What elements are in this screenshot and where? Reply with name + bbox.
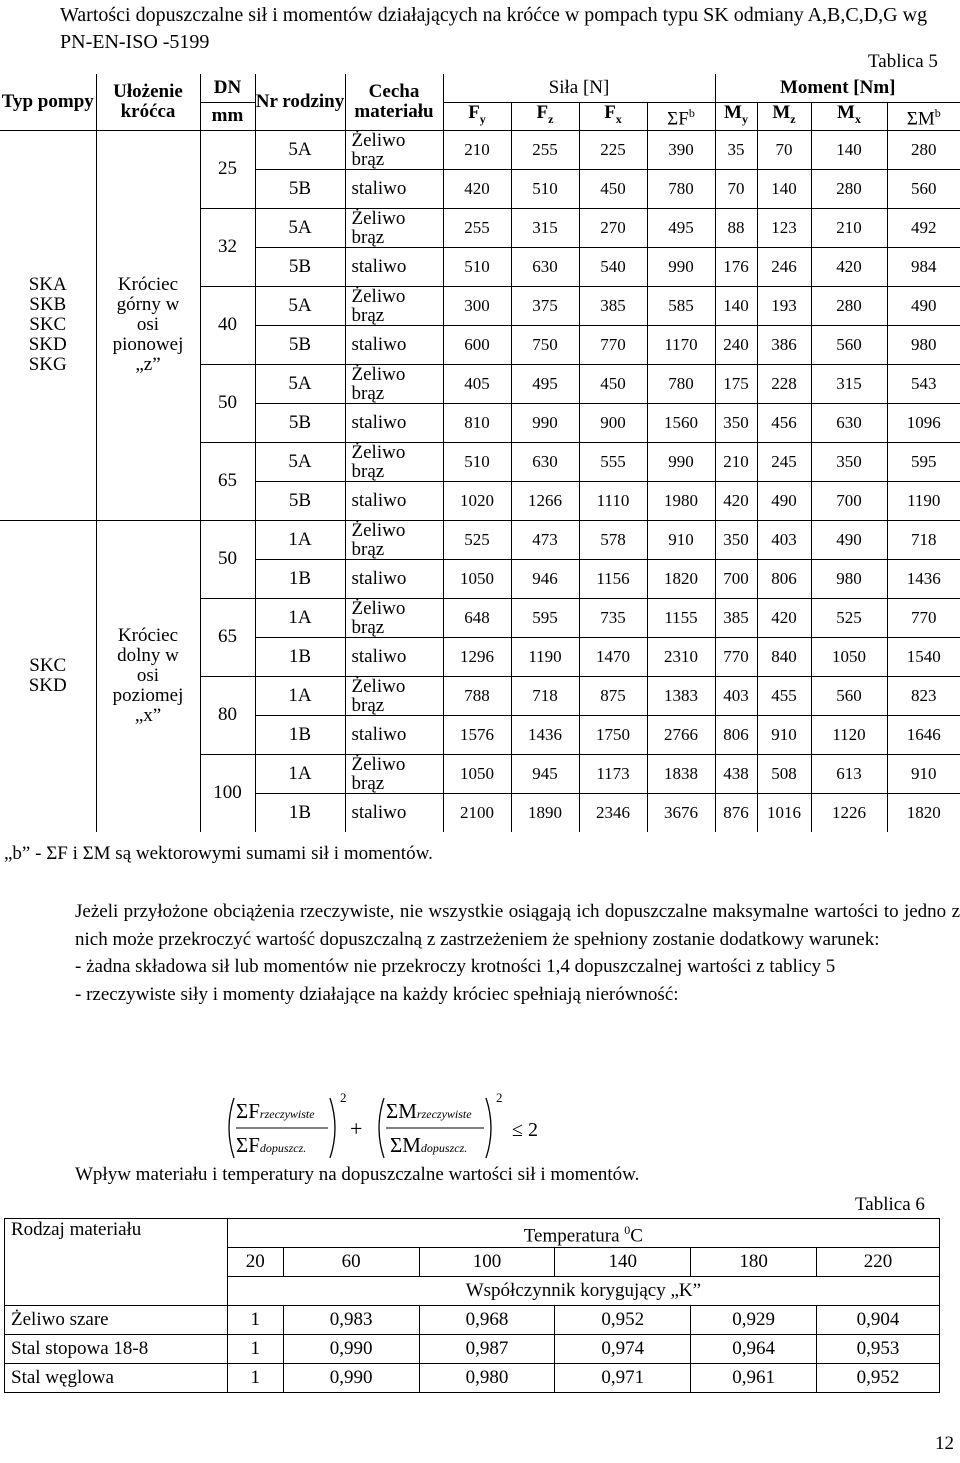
value-cell: 420 (757, 598, 811, 637)
temperature-cell: 180 (691, 1248, 817, 1277)
value-cell: 420 (715, 481, 757, 520)
formula-relation: ≤ 2 (512, 1119, 538, 1141)
value-cell: 510 (443, 247, 511, 286)
value-cell: 560 (811, 325, 887, 364)
material-cell: staliwo (345, 169, 443, 208)
value-cell: 1820 (647, 559, 715, 598)
footnote-mark: „b” - (4, 843, 42, 864)
value-cell: 990 (511, 403, 579, 442)
group-ulozenie: Króciec dolny w osi poziomej „x” (96, 520, 200, 832)
value-cell: 386 (757, 325, 811, 364)
value-cell: 555 (579, 442, 647, 481)
value-cell: 1576 (443, 715, 511, 754)
dn-cell: 32 (200, 208, 255, 286)
value-cell: 300 (443, 286, 511, 325)
table5 (0, 74, 960, 832)
value-cell: 350 (715, 403, 757, 442)
value-cell: 1266 (511, 481, 579, 520)
value-cell: 945 (511, 754, 579, 793)
value-cell: 770 (887, 598, 960, 637)
value-cell: 2346 (579, 793, 647, 832)
table5-caption: Tablica 5 (868, 51, 938, 72)
value-cell: 1050 (811, 637, 887, 676)
value-cell: 1560 (647, 403, 715, 442)
value-cell: 990 (647, 247, 715, 286)
material-cell: staliwo (345, 481, 443, 520)
value-cell: 990 (647, 442, 715, 481)
nr-rodziny-cell: 5A (255, 364, 345, 403)
value-cell: 560 (811, 676, 887, 715)
value-cell: 403 (757, 520, 811, 559)
value-cell: 735 (579, 598, 647, 637)
value-cell: 630 (511, 247, 579, 286)
value-cell: 1190 (511, 637, 579, 676)
value-cell: 1050 (443, 754, 511, 793)
footnote-text: ΣF i ΣM są wektorowymi sumami sił i momentów. (46, 843, 433, 864)
value-cell: 255 (443, 208, 511, 247)
header-mm: mm (200, 102, 255, 130)
coefficient-cell: 0,961 (691, 1364, 817, 1393)
group-typ: SKC SKD (0, 520, 96, 832)
nr-rodziny-cell: 1B (255, 793, 345, 832)
value-cell: 140 (757, 169, 811, 208)
value-cell: 420 (443, 169, 511, 208)
dn-cell: 100 (200, 754, 255, 832)
coefficient-cell: 0,983 (283, 1306, 419, 1335)
header-fz: $F_z$ (511, 102, 579, 130)
value-cell: 1838 (647, 754, 715, 793)
material-cell: Żeliwo brąz (345, 208, 443, 247)
value-cell: 1050 (443, 559, 511, 598)
page-number: 12 (935, 1433, 954, 1454)
coefficient-cell: 0,980 (419, 1364, 555, 1393)
value-cell: 315 (511, 208, 579, 247)
dn-cell: 25 (200, 130, 255, 208)
nr-rodziny-cell: 1B (255, 559, 345, 598)
value-cell: 405 (443, 364, 511, 403)
value-cell: 910 (887, 754, 960, 793)
value-cell: 255 (511, 130, 579, 169)
value-cell: 123 (757, 208, 811, 247)
header-mz: $M_z$ (757, 102, 811, 130)
value-cell: 510 (443, 442, 511, 481)
coefficient-cell: 0,904 (817, 1306, 940, 1335)
header-cecha: Cecha materiału (345, 74, 443, 130)
material-name-cell: Stal stopowa 18-8 (5, 1335, 228, 1364)
header-dn: DN (200, 74, 255, 102)
header-rodzaj: Rodzaj materiału (5, 1219, 228, 1306)
value-cell: 810 (443, 403, 511, 442)
value-cell: 910 (647, 520, 715, 559)
value-cell: 1750 (579, 715, 647, 754)
value-cell: 315 (811, 364, 887, 403)
value-cell: 1980 (647, 481, 715, 520)
value-cell: 390 (647, 130, 715, 169)
value-cell: 630 (811, 403, 887, 442)
nr-rodziny-cell: 5A (255, 286, 345, 325)
value-cell: 490 (757, 481, 811, 520)
value-cell: 1155 (647, 598, 715, 637)
nr-rodziny-cell: 1A (255, 520, 345, 559)
material-cell: Żeliwo brąz (345, 754, 443, 793)
value-cell: 438 (715, 754, 757, 793)
value-cell: 1296 (443, 637, 511, 676)
coefficient-cell: 1 (227, 1306, 283, 1335)
value-cell: 1820 (887, 793, 960, 832)
value-cell: 525 (811, 598, 887, 637)
value-cell: 718 (511, 676, 579, 715)
value-cell: 385 (579, 286, 647, 325)
coefficient-cell: 0,990 (283, 1364, 419, 1393)
material-name-cell: Stal węglowa (5, 1364, 228, 1393)
formula-m-den: ΣMdopuszcz. (390, 1133, 468, 1157)
value-cell: 510 (511, 169, 579, 208)
temperature-cell: 20 (227, 1248, 283, 1277)
formula-exp-2: 2 (496, 1090, 503, 1105)
value-cell: 980 (887, 325, 960, 364)
page-title: Wartości dopuszczalne sił i momentów działających na króćce w pompach typu SK odmiany A,B,C,D,G wg PN-EN-ISO -5199 (60, 4, 928, 53)
value-cell: 980 (811, 559, 887, 598)
nr-rodziny-cell: 5B (255, 403, 345, 442)
value-cell: 700 (715, 559, 757, 598)
material-name-cell: Żeliwo szare (5, 1306, 228, 1335)
value-cell: 1226 (811, 793, 887, 832)
value-cell: 193 (757, 286, 811, 325)
coefficient-cell: 1 (227, 1364, 283, 1393)
value-cell: 876 (715, 793, 757, 832)
value-cell: 245 (757, 442, 811, 481)
value-cell: 1110 (579, 481, 647, 520)
value-cell: 2766 (647, 715, 715, 754)
group-typ: SKA SKB SKC SKD SKG (0, 130, 96, 520)
coefficient-cell: 0,929 (691, 1306, 817, 1335)
value-cell: 420 (811, 247, 887, 286)
header-mx: $M_x$ (811, 102, 887, 130)
material-cell: staliwo (345, 559, 443, 598)
value-cell: 1646 (887, 715, 960, 754)
value-cell: 1436 (511, 715, 579, 754)
value-cell: 450 (579, 364, 647, 403)
header-nr: Nr rodziny (255, 74, 345, 130)
value-cell: 770 (715, 637, 757, 676)
value-cell: 560 (887, 169, 960, 208)
value-cell: 1173 (579, 754, 647, 793)
table-row (0, 130, 960, 169)
value-cell: 210 (443, 130, 511, 169)
formula-plus: + (350, 1116, 363, 1141)
paragraph-intro: Jeżeli przyłożone obciążenia rzeczywiste, nie wszystkie osiągają ich dopuszczalne maksymalne wartości to jedno z nich może przekroczyć wartość dopuszczalną z zastrzeżeniem że spełniony zostanie dodatkowy warunek: (75, 901, 960, 950)
value-cell: 375 (511, 286, 579, 325)
temperature-cell: 220 (817, 1248, 940, 1277)
header-wspolczynnik: Współczynnik korygujący „K” (227, 1277, 939, 1306)
coefficient-cell: 0,952 (817, 1364, 940, 1393)
value-cell: 88 (715, 208, 757, 247)
table6-caption: Tablica 6 (855, 1194, 925, 1215)
value-cell: 700 (811, 481, 887, 520)
paragraph-condition-1: - żadna składowa sił lub momentów nie przekroczy krotności 1,4 dopuszczalnej wartości z tablicy 5 (75, 956, 836, 978)
value-cell: 823 (887, 676, 960, 715)
value-cell: 648 (443, 598, 511, 637)
value-cell: 984 (887, 247, 960, 286)
value-cell: 490 (887, 286, 960, 325)
value-cell: 613 (811, 754, 887, 793)
nr-rodziny-cell: 1A (255, 676, 345, 715)
value-cell: 490 (811, 520, 887, 559)
paragraph (75, 898, 960, 1008)
header-sum-f: $\Sigma F^b$ (647, 102, 715, 130)
value-cell: 70 (757, 130, 811, 169)
dn-cell: 50 (200, 520, 255, 598)
material-cell: staliwo (345, 793, 443, 832)
material-cell: staliwo (345, 325, 443, 364)
value-cell: 175 (715, 364, 757, 403)
value-cell: 450 (579, 169, 647, 208)
header-sum-m: $\Sigma M^b$ (906, 105, 941, 130)
value-cell: 456 (757, 403, 811, 442)
nr-rodziny-cell: 1A (255, 598, 345, 637)
value-cell: 750 (511, 325, 579, 364)
coefficient-cell: 0,971 (555, 1364, 691, 1393)
dn-cell: 50 (200, 364, 255, 442)
value-cell: 946 (511, 559, 579, 598)
temperature-cell: 140 (555, 1248, 691, 1277)
formula-f-den: ΣFdopuszcz. (236, 1133, 307, 1157)
nr-rodziny-cell: 1A (255, 754, 345, 793)
value-cell: 1540 (887, 637, 960, 676)
value-cell: 585 (647, 286, 715, 325)
coefficient-cell: 0,964 (691, 1335, 817, 1364)
value-cell: 70 (715, 169, 757, 208)
value-cell: 900 (579, 403, 647, 442)
formula-m-num: ΣMrzeczywiste (386, 1099, 472, 1123)
value-cell: 508 (757, 754, 811, 793)
nr-rodziny-cell: 1B (255, 715, 345, 754)
value-cell: 2100 (443, 793, 511, 832)
value-cell: 492 (887, 208, 960, 247)
value-cell: 806 (715, 715, 757, 754)
table-row (5, 1364, 940, 1393)
value-cell: 240 (715, 325, 757, 364)
value-cell: 246 (757, 247, 811, 286)
value-cell: 473 (511, 520, 579, 559)
coefficient-cell: 0,974 (555, 1335, 691, 1364)
nr-rodziny-cell: 5B (255, 481, 345, 520)
footnote (4, 843, 433, 865)
value-cell: 875 (579, 676, 647, 715)
value-cell: 210 (715, 442, 757, 481)
value-cell: 1383 (647, 676, 715, 715)
value-cell: 910 (757, 715, 811, 754)
temperature-cell: 60 (283, 1248, 419, 1277)
table-row (5, 1335, 940, 1364)
value-cell: 540 (579, 247, 647, 286)
value-cell: 140 (811, 130, 887, 169)
material-cell: Żeliwo brąz (345, 520, 443, 559)
formula-f-num: ΣFrzeczywiste (236, 1099, 315, 1123)
value-cell: 595 (887, 442, 960, 481)
nr-rodziny-cell: 5B (255, 169, 345, 208)
nr-rodziny-cell: 5A (255, 442, 345, 481)
value-cell: 225 (579, 130, 647, 169)
table6 (4, 1218, 940, 1393)
value-cell: 1096 (887, 403, 960, 442)
value-cell: 140 (715, 286, 757, 325)
value-cell: 595 (511, 598, 579, 637)
value-cell: 176 (715, 247, 757, 286)
value-cell: 806 (757, 559, 811, 598)
nr-rodziny-cell: 5B (255, 325, 345, 364)
dn-cell: 65 (200, 442, 255, 520)
value-cell: 1190 (887, 481, 960, 520)
material-cell: Żeliwo brąz (345, 442, 443, 481)
nr-rodziny-cell: 1B (255, 637, 345, 676)
dn-cell: 80 (200, 676, 255, 754)
value-cell: 788 (443, 676, 511, 715)
value-cell: 1120 (811, 715, 887, 754)
value-cell: 280 (811, 286, 887, 325)
value-cell: 1016 (757, 793, 811, 832)
table-row (0, 520, 960, 559)
value-cell: 600 (443, 325, 511, 364)
material-cell: Żeliwo brąz (345, 676, 443, 715)
value-cell: 270 (579, 208, 647, 247)
value-cell: 3676 (647, 793, 715, 832)
value-cell: 280 (887, 130, 960, 169)
value-cell: 455 (757, 676, 811, 715)
value-cell: 1020 (443, 481, 511, 520)
coefficient-cell: 0,990 (283, 1335, 419, 1364)
value-cell: 1170 (647, 325, 715, 364)
value-cell: 718 (887, 520, 960, 559)
group-ulozenie: Króciec górny w osi pionowej „z” (96, 130, 200, 520)
header-sila: Siła [N] (443, 74, 715, 102)
section-heading: Wpływ materiału i temperatury na dopuszczalne wartości sił i momentów. (75, 1164, 640, 1185)
material-cell: staliwo (345, 403, 443, 442)
inequality-formula (222, 1088, 582, 1168)
value-cell: 1436 (887, 559, 960, 598)
value-cell: 403 (715, 676, 757, 715)
value-cell: 280 (811, 169, 887, 208)
material-cell: Żeliwo brąz (345, 598, 443, 637)
coefficient-cell: 0,953 (817, 1335, 940, 1364)
material-cell: staliwo (345, 637, 443, 676)
value-cell: 495 (647, 208, 715, 247)
value-cell: 350 (715, 520, 757, 559)
material-cell: Żeliwo brąz (345, 130, 443, 169)
header-moment: Moment [Nm] (715, 74, 960, 102)
dn-cell: 40 (200, 286, 255, 364)
value-cell: 840 (757, 637, 811, 676)
value-cell: 228 (757, 364, 811, 403)
nr-rodziny-cell: 5A (255, 130, 345, 169)
coefficient-cell: 0,952 (555, 1306, 691, 1335)
header-typ: Typ pompy (0, 74, 96, 130)
coefficient-cell: 0,968 (419, 1306, 555, 1335)
value-cell: 385 (715, 598, 757, 637)
header-fy: $F_y$ (443, 102, 511, 130)
value-cell: 578 (579, 520, 647, 559)
value-cell: 543 (887, 364, 960, 403)
coefficient-cell: 0,987 (419, 1335, 555, 1364)
header-fx: $F_x$ (579, 102, 647, 130)
value-cell: 35 (715, 130, 757, 169)
value-cell: 210 (811, 208, 887, 247)
temperature-cell: 100 (419, 1248, 555, 1277)
header-temperatura: Temperatura $^0$C (227, 1219, 939, 1248)
value-cell: 495 (511, 364, 579, 403)
value-cell: 525 (443, 520, 511, 559)
value-cell: 1890 (511, 793, 579, 832)
value-cell: 770 (579, 325, 647, 364)
paragraph-condition-2: - rzeczywiste siły i momenty działające na każdy króciec spełniają nierówność: (75, 983, 679, 1005)
value-cell: 780 (647, 169, 715, 208)
dn-cell: 65 (200, 598, 255, 676)
value-cell: 1156 (579, 559, 647, 598)
value-cell: 630 (511, 442, 579, 481)
nr-rodziny-cell: 5A (255, 208, 345, 247)
value-cell: 1470 (579, 637, 647, 676)
material-cell: Żeliwo brąz (345, 364, 443, 403)
value-cell: 2310 (647, 637, 715, 676)
value-cell: 350 (811, 442, 887, 481)
header-ulozenie: Ułożenie króćca (96, 74, 200, 130)
material-cell: Żeliwo brąz (345, 286, 443, 325)
material-cell: staliwo (345, 247, 443, 286)
formula-exp-1: 2 (340, 1090, 347, 1105)
value-cell: 780 (647, 364, 715, 403)
header-my: $M_y$ (715, 102, 757, 130)
nr-rodziny-cell: 5B (255, 247, 345, 286)
coefficient-cell: 1 (227, 1335, 283, 1364)
material-cell: staliwo (345, 715, 443, 754)
table-row (5, 1306, 940, 1335)
